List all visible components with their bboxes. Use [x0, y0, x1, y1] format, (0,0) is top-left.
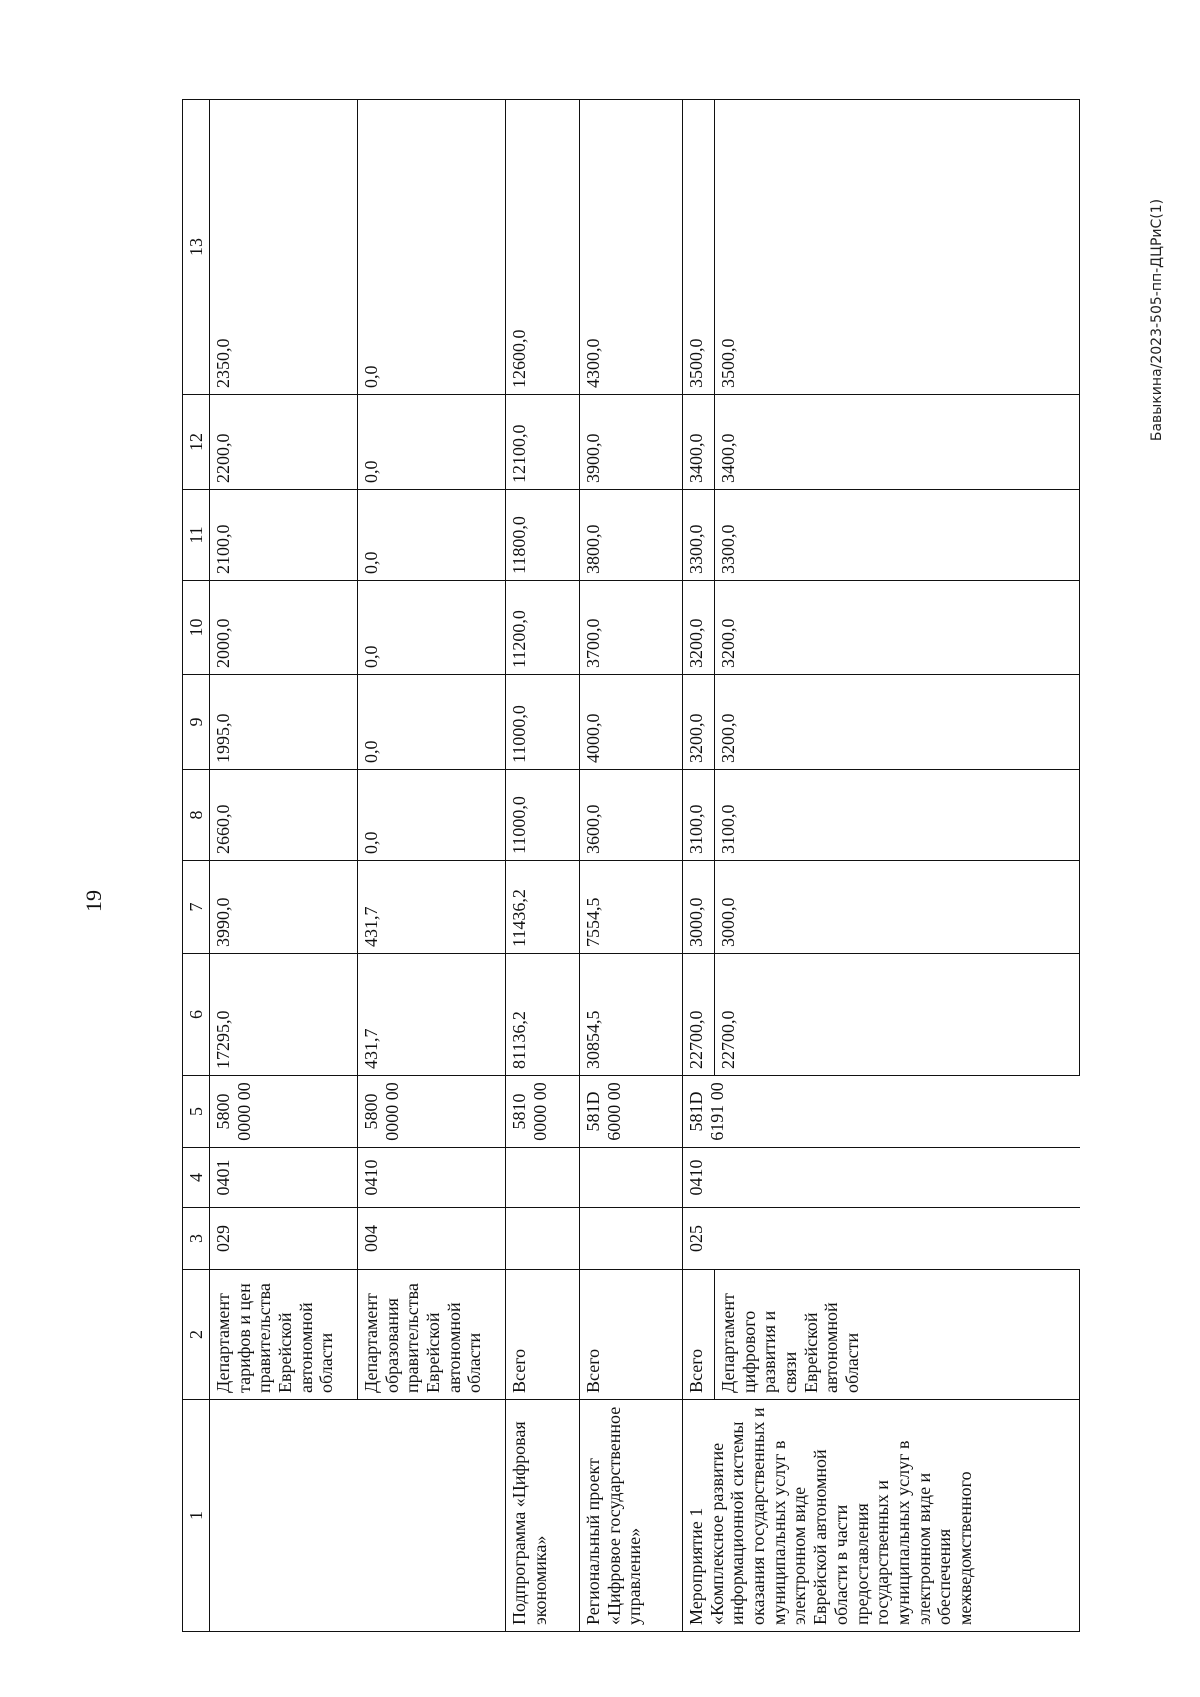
cell-value: 81136,2 — [506, 954, 580, 1076]
table-row — [683, 100, 715, 1632]
cell-program: Региональный проект «Цифровое государственное управление» — [580, 1400, 683, 1632]
document-footer-note-text: Бавыкина/2023-505-пп-ДЦРиС(1) — [1149, 198, 1165, 442]
cell-value: 3400,0 — [683, 395, 715, 490]
cell-code-grbs: 025 — [683, 1208, 1080, 1270]
budget-table — [182, 99, 1080, 1632]
header-cell: 7 — [183, 861, 210, 954]
cell-code-csr: 581D 6000 00 — [580, 1076, 683, 1148]
cell-value: 2200,0 — [210, 395, 358, 490]
cell-value: 2100,0 — [210, 490, 358, 581]
cell-value: 11800,0 — [506, 490, 580, 581]
cell-program: Мероприятие 1 «Комплексное развитие информационной системы оказания государственных и муниципальных услуг в электронном виде Еврейской автономной области в части предоставления государственных и муниципальных услуг в электронном виде и обеспечения межведомственного — [683, 1400, 1080, 1632]
cell-code-grbs — [506, 1208, 580, 1270]
cell-value: 431,7 — [358, 861, 506, 954]
cell-value: 2660,0 — [210, 770, 358, 861]
header-cell: 10 — [183, 581, 210, 675]
cell-value: 3900,0 — [580, 395, 683, 490]
cell-value: 3200,0 — [683, 675, 715, 770]
cell-value: 11000,0 — [506, 770, 580, 861]
table-area — [182, 100, 1080, 1632]
cell-value: 0,0 — [358, 675, 506, 770]
cell-value: 3990,0 — [210, 861, 358, 954]
cell-value: 4300,0 — [580, 100, 683, 395]
cell-executor: Всего — [580, 1270, 683, 1400]
cell-program: Подпрограмма «Цифровая экономика» — [506, 1400, 580, 1632]
cell-value: 3300,0 — [715, 490, 1080, 581]
table-row — [506, 100, 580, 1632]
cell-value: 1995,0 — [210, 675, 358, 770]
cell-value: 3100,0 — [715, 770, 1080, 861]
header-cell: 9 — [183, 675, 210, 770]
cell-value: 12100,0 — [506, 395, 580, 490]
header-cell: 13 — [183, 100, 210, 395]
cell-code-rzpr — [580, 1148, 683, 1208]
header-cell: 5 — [183, 1076, 210, 1148]
cell-value: 3600,0 — [580, 770, 683, 861]
cell-value: 2350,0 — [210, 100, 358, 395]
cell-value: 3500,0 — [683, 100, 715, 395]
cell-value: 0,0 — [358, 395, 506, 490]
cell-code-csr: 581D 6191 00 — [683, 1076, 1080, 1148]
cell-value: 11200,0 — [506, 581, 580, 675]
cell-executor: Всего — [683, 1270, 715, 1400]
header-cell: 1 — [183, 1400, 210, 1632]
table-row — [210, 100, 358, 1632]
header-cell: 3 — [183, 1208, 210, 1270]
header-cell: 4 — [183, 1148, 210, 1208]
cell-code-grbs: 029 — [210, 1208, 358, 1270]
cell-code-rzpr: 0401 — [210, 1148, 358, 1208]
cell-value: 431,7 — [358, 954, 506, 1076]
cell-code-csr: 5810 0000 00 — [506, 1076, 580, 1148]
page-number: 19 — [81, 890, 106, 912]
cell-value: 3000,0 — [715, 861, 1080, 954]
header-cell: 12 — [183, 395, 210, 490]
cell-value: 4000,0 — [580, 675, 683, 770]
rotated-sheet — [182, 100, 1080, 1632]
cell-code-rzpr: 0410 — [683, 1148, 1080, 1208]
cell-code-csr: 5800 0000 00 — [210, 1076, 358, 1148]
cell-value: 17295,0 — [210, 954, 358, 1076]
cell-value: 12600,0 — [506, 100, 580, 395]
cell-value: 22700,0 — [715, 954, 1080, 1076]
cell-value: 3000,0 — [683, 861, 715, 954]
header-cell: 11 — [183, 490, 210, 581]
cell-value: 3200,0 — [715, 581, 1080, 675]
cell-value: 3200,0 — [683, 581, 715, 675]
cell-executor: Департамент тарифов и цен правительства Еврейской автономной области — [210, 1270, 358, 1400]
document-footer-note — [1142, 198, 1172, 442]
cell-value: 0,0 — [358, 581, 506, 675]
cell-program — [210, 1400, 506, 1632]
cell-value: 11000,0 — [506, 675, 580, 770]
header-cell: 6 — [183, 954, 210, 1076]
cell-executor: Департамент образования правительства Еврейской автономной области — [358, 1270, 506, 1400]
cell-value: 0,0 — [358, 490, 506, 581]
cell-code-grbs: 004 — [358, 1208, 506, 1270]
cell-code-rzpr — [506, 1148, 580, 1208]
cell-code-rzpr: 0410 — [358, 1148, 506, 1208]
cell-value: 7554,5 — [580, 861, 683, 954]
cell-value: 22700,0 — [683, 954, 715, 1076]
cell-value: 3700,0 — [580, 581, 683, 675]
cell-code-csr: 5800 0000 00 — [358, 1076, 506, 1148]
header-cell: 2 — [183, 1270, 210, 1400]
cell-value: 3400,0 — [715, 395, 1080, 490]
header-cell: 8 — [183, 770, 210, 861]
table-row — [580, 100, 683, 1632]
cell-value: 30854,5 — [580, 954, 683, 1076]
cell-value: 3300,0 — [683, 490, 715, 581]
cell-value: 3200,0 — [715, 675, 1080, 770]
cell-executor: Всего — [506, 1270, 580, 1400]
table-header-row — [183, 100, 210, 1632]
cell-value: 3100,0 — [683, 770, 715, 861]
cell-value: 0,0 — [358, 100, 506, 395]
cell-value: 2000,0 — [210, 581, 358, 675]
cell-value: 3800,0 — [580, 490, 683, 581]
cell-executor: Департамент цифрового развития и связи Еврейской автономной области — [715, 1270, 1080, 1400]
cell-value: 0,0 — [358, 770, 506, 861]
cell-value: 3500,0 — [715, 100, 1080, 395]
cell-code-grbs — [580, 1208, 683, 1270]
cell-value: 11436,2 — [506, 861, 580, 954]
